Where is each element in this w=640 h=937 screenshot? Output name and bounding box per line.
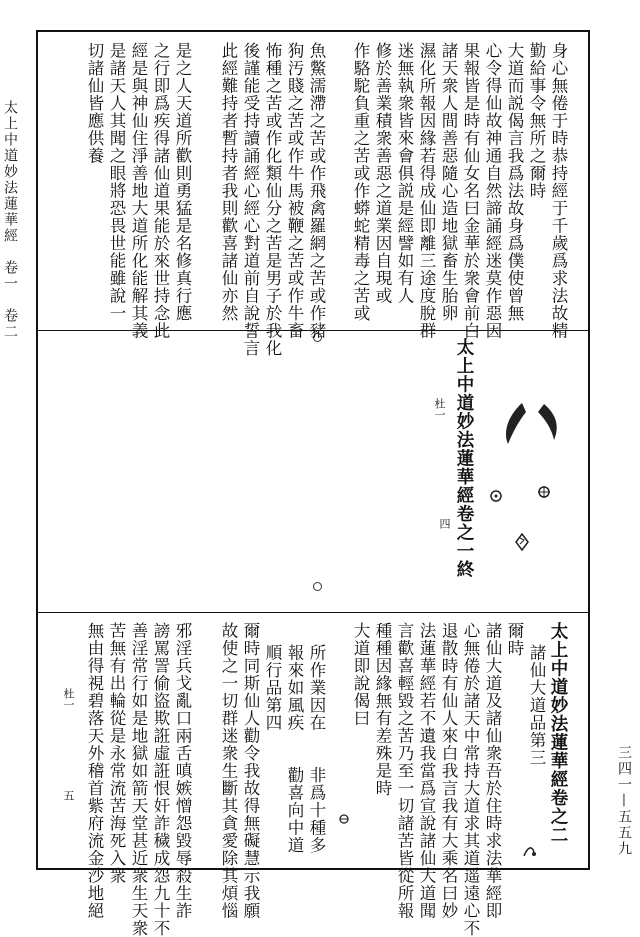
- text-column: 此經難持者暫持者我則歡喜諸仙亦然: [219, 42, 238, 322]
- text-column: 諸天衆人間善惡隨心造地獄畜生胎卵: [439, 42, 458, 322]
- text-column: 諸仙大道及諸仙衆吾於住時求法華經即: [483, 622, 502, 920]
- text-column: 是諸天人其聞之眼將恐畏世能雖說一: [107, 42, 126, 322]
- text-column: 故使之一切群迷衆生斷其貪愛除其煩惱: [219, 622, 238, 920]
- printer-mark: 杜一: [433, 398, 446, 420]
- text-column: 爾時: [505, 622, 524, 657]
- text-column: 苦無有出輪從是永常流苦海死入衆: [107, 622, 126, 885]
- text-column: 濕化所報因緣若得成仙即離三途度脫群: [417, 42, 436, 340]
- text-column: 邪淫兵戈亂口兩舌嗔嫉憎怨毀辱殺生詐: [173, 622, 192, 920]
- leaf-number: 四: [438, 518, 451, 529]
- leaf-number: 五: [62, 790, 75, 801]
- text-column: 勤給事令無所之爾時: [527, 42, 546, 200]
- text-column: 爾時同斯仙人勸令我故得無礙慧示我願: [241, 622, 260, 920]
- text-column: 無由得視碧落天外稽首紫府流金沙地絕: [85, 622, 104, 920]
- section-heading: 順行品第四: [263, 644, 282, 732]
- text-column: 切諸仙皆應供養: [85, 42, 104, 165]
- text-column: 後謹能受持讀誦經心經心對道前自說誓言: [241, 42, 260, 357]
- binding-hole: [313, 582, 322, 591]
- text-column: 退散時有仙人來白我言我有大乘名曰妙: [439, 622, 458, 920]
- seal-ornament: [334, 812, 354, 826]
- margin-page-numbers: 三四一—五五九: [616, 745, 632, 857]
- printer-mark: 杜一: [62, 688, 75, 710]
- chapter-title: 太上中道妙法蓮華經卷之二: [548, 622, 568, 844]
- text-column: 種種因緣無有差殊是時: [373, 622, 392, 797]
- text-column: 大道而説偈言我爲法故身爲僕使曾無: [505, 42, 524, 322]
- text-column: 作駱駝負重之苦或作蟒蛇精毒之苦或: [351, 42, 370, 322]
- text-column: 謗罵詈偷盜欺誑虛誑恨奸詐穢成怨九十不: [151, 622, 170, 937]
- text-column: 之行即爲疾得諸仙道果能於來世持念此: [151, 42, 170, 340]
- section-heading: 諸仙大道品第三: [527, 644, 546, 767]
- verse-line: 所作業因在 非爲十種多: [307, 644, 326, 854]
- text-column: 魚鱉濡滯之苦或作飛禽羅網之苦或作豬: [307, 42, 326, 340]
- text-column: 言歡喜輕毀之苦乃至一切諸苦皆從所報: [395, 622, 414, 920]
- text-column: 心無倦於諸天中常持大道求其道遥遠心不: [461, 622, 480, 937]
- text-column: 果報皆是時有仙女名曰金華於衆會前白: [461, 42, 480, 340]
- text-column: 善淫常行如是地獄如箭天堂甚近衆生天衆: [129, 622, 148, 937]
- scroll-ornament-bottom: [480, 478, 570, 568]
- text-column: 迷無執衆皆來會俱説是經譬如有人: [395, 42, 414, 305]
- margin-title: 太上中道妙法蓮華經 卷一 卷二: [2, 100, 18, 340]
- text-column: 修於善業積衆善惡之道業因自現或: [373, 42, 392, 305]
- verse-line: 報來如風疾 勸喜向中道: [285, 644, 304, 854]
- text-column: 法蓮華經若不遺我當爲宣說諸仙大道聞: [417, 622, 436, 920]
- text-column: 怖種之苦或作化類仙分之苦是男子於我化: [263, 42, 282, 357]
- seal-ornament: [520, 842, 538, 860]
- text-column: 是之人天道所歡則勇猛是名修真行應: [173, 42, 192, 322]
- text-column: 狗汚賤之苦或作牛馬被鞭之苦或作牛畜: [285, 42, 304, 340]
- fold-line: [37, 612, 589, 613]
- text-column: 大道即說偈曰: [351, 622, 370, 727]
- text-column: 身心無倦于時恭持經于千歲爲求法故精: [549, 42, 568, 340]
- text-column: 心令得仙故神通自然諦誦經迷莫作惡因: [483, 42, 502, 340]
- text-column: 經是與神仙住淨善地大道所化能解其義: [129, 42, 148, 340]
- scroll-end-title: 太上中道妙法蓮華經卷之一終: [454, 338, 474, 579]
- scroll-ornament-top: [492, 400, 572, 460]
